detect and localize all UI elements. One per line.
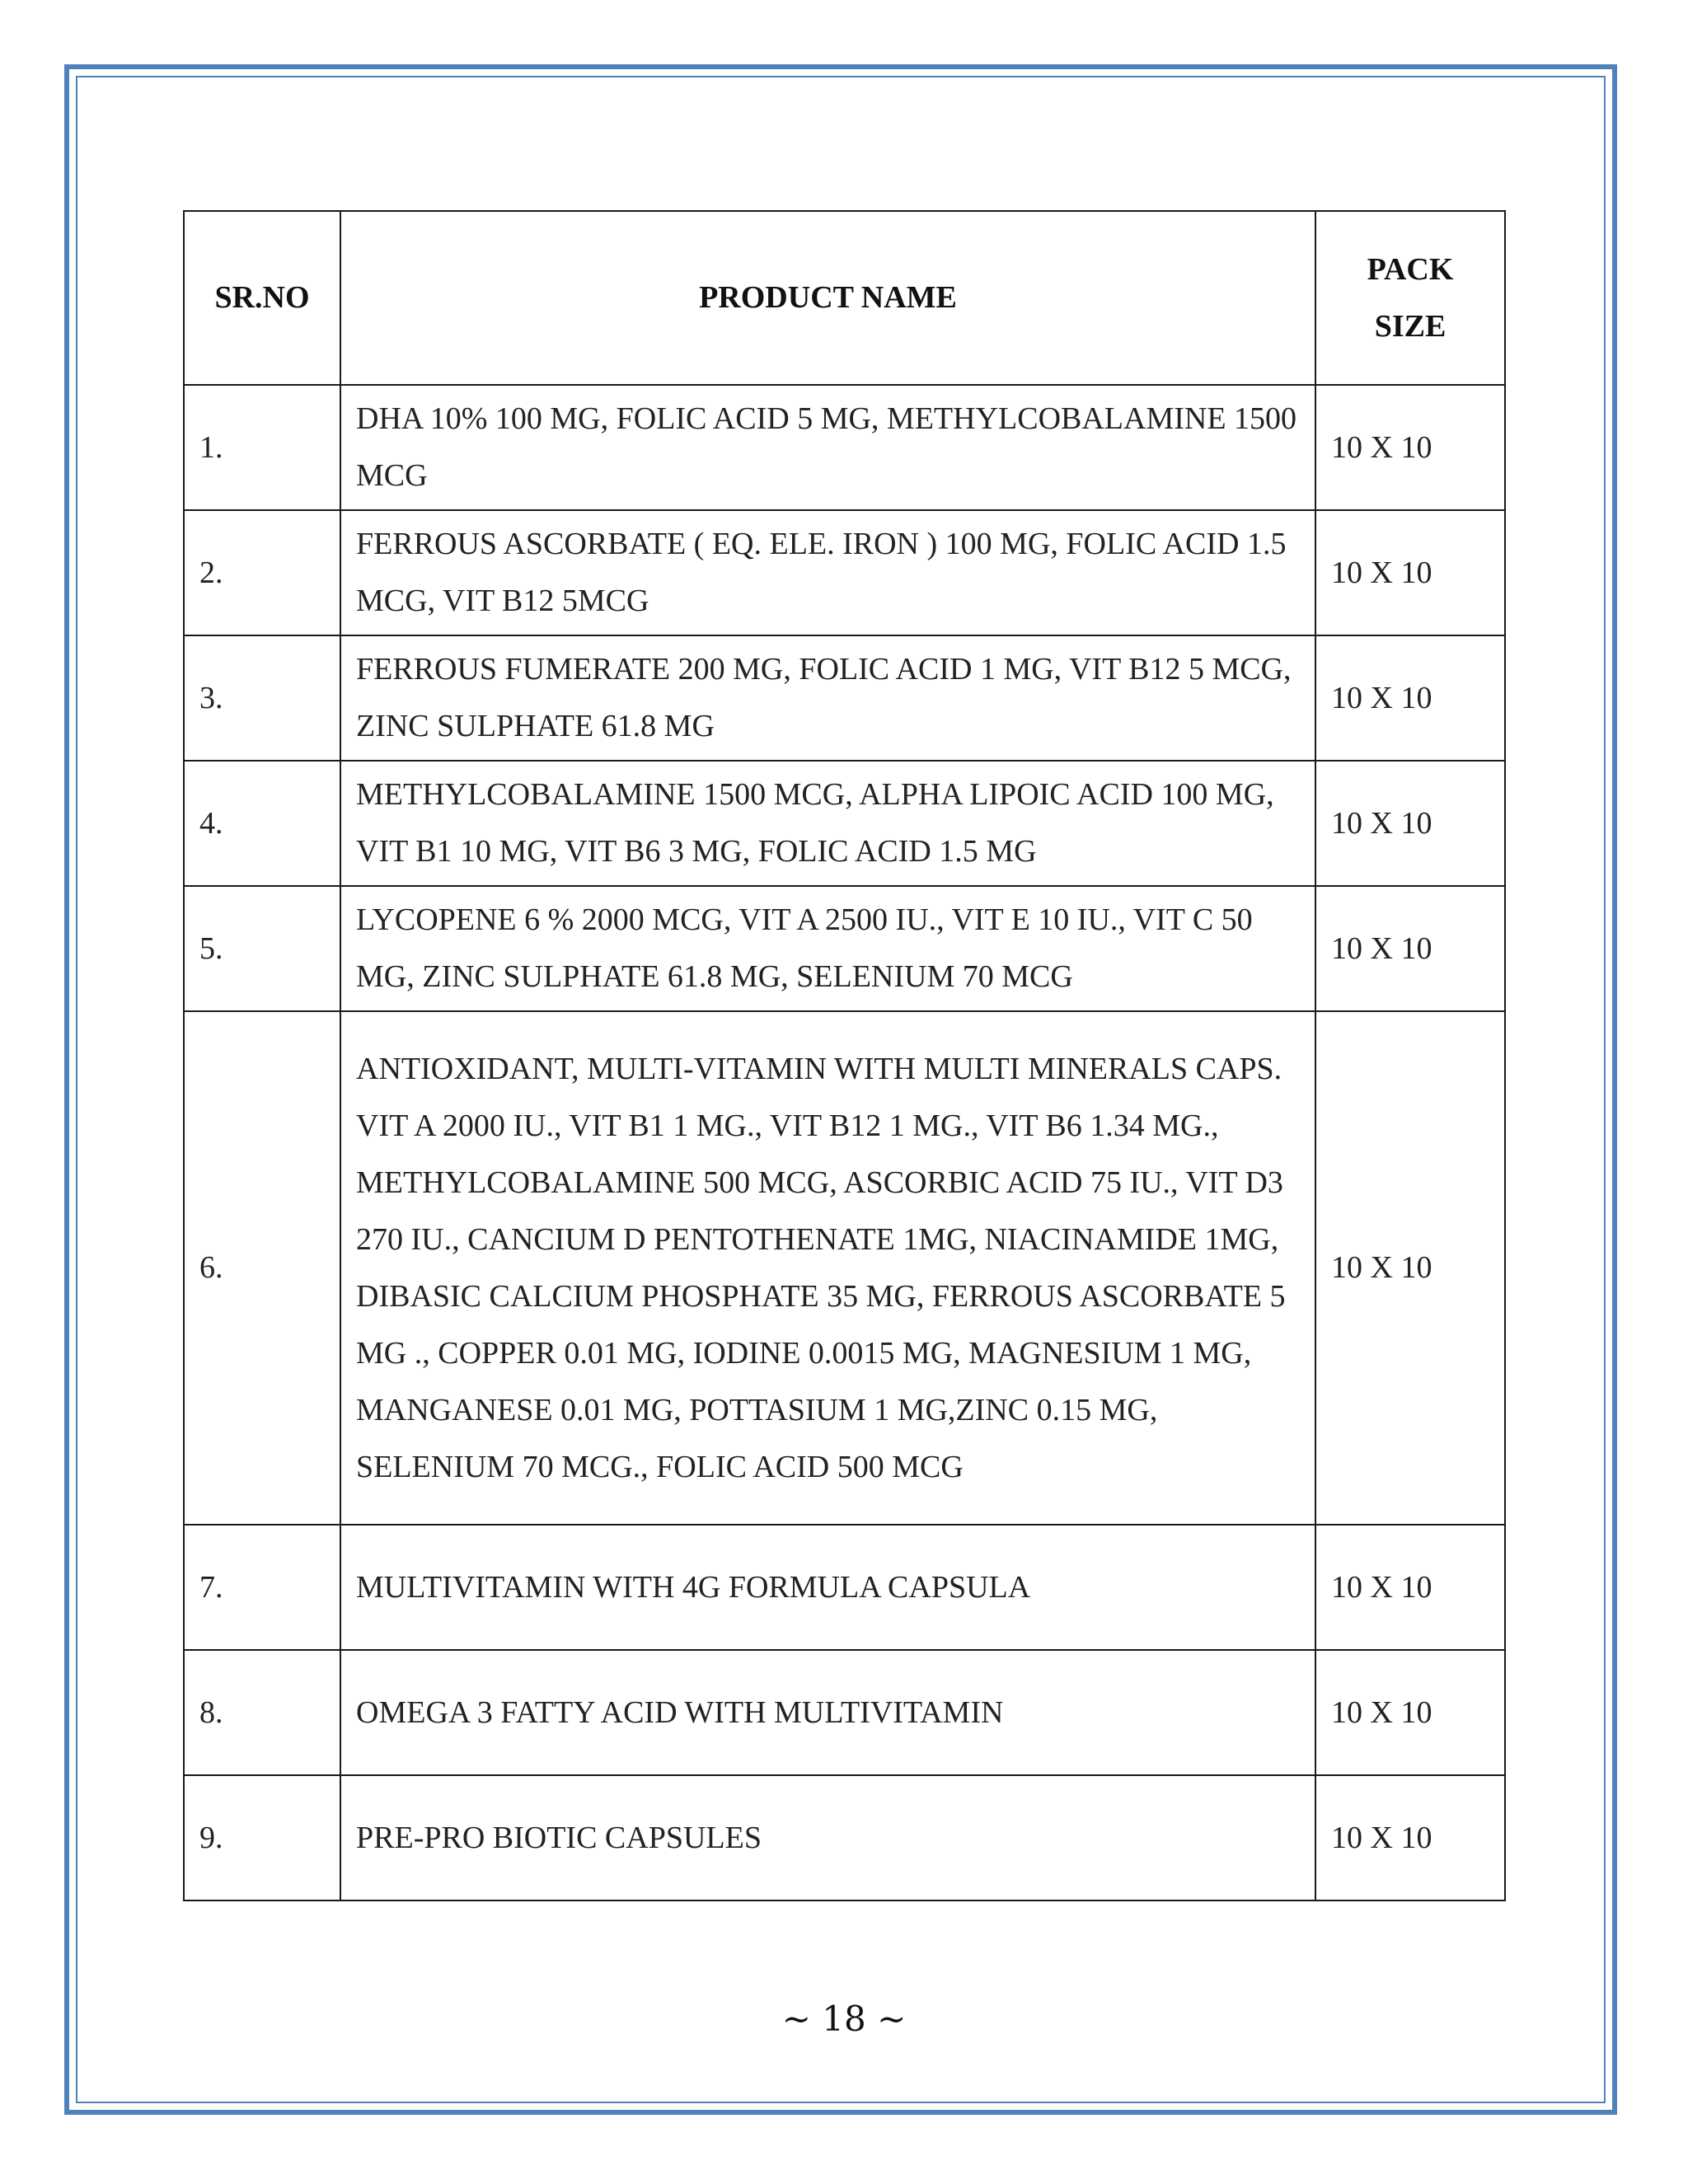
header-pack-size — [1315, 211, 1505, 385]
table-row — [184, 1775, 1505, 1900]
row-sr-no: 9. — [184, 1775, 340, 1900]
row-pack-size: 10 X 10 — [1315, 635, 1505, 761]
row-product-name: MULTIVITAMIN WITH 4G FORMULA CAPSULA — [340, 1525, 1315, 1650]
row-pack-size: 10 X 10 — [1315, 1011, 1505, 1525]
table-row — [184, 1011, 1505, 1525]
page-number: ~ 18 ~ — [781, 1999, 907, 2039]
row-sr-no: 1. — [184, 385, 340, 510]
table-row — [184, 385, 1505, 510]
table-row — [184, 886, 1505, 1011]
row-product-name: FERROUS ASCORBATE ( EQ. ELE. IRON ) 100 MG, FOLIC ACID 1.5 MCG, VIT B12 5MCG — [340, 510, 1315, 635]
table-row — [184, 761, 1505, 886]
row-sr-no: 2. — [184, 510, 340, 635]
header-sr-no: SR.NO — [184, 211, 340, 385]
table-row — [184, 1525, 1505, 1650]
row-sr-no: 3. — [184, 635, 340, 761]
product-table — [183, 210, 1506, 1901]
row-sr-no: 6. — [184, 1011, 340, 1525]
row-pack-size: 10 X 10 — [1315, 886, 1505, 1011]
row-sr-no: 7. — [184, 1525, 340, 1650]
row-pack-size: 10 X 10 — [1315, 385, 1505, 510]
row-sr-no: 4. — [184, 761, 340, 886]
table-row — [184, 510, 1505, 635]
row-pack-size: 10 X 10 — [1315, 761, 1505, 886]
row-sr-no: 5. — [184, 886, 340, 1011]
row-pack-size: 10 X 10 — [1315, 1525, 1505, 1650]
table-header-row — [184, 211, 1505, 385]
row-sr-no: 8. — [184, 1650, 340, 1775]
row-product-name: PRE-PRO BIOTIC CAPSULES — [340, 1775, 1315, 1900]
row-product-name: ANTIOXIDANT, MULTI-VITAMIN WITH MULTI MINERALS CAPS. VIT A 2000 IU., VIT B1 1 MG., VIT B12 1 MG., VIT B6 1.34 MG., METHYLCOBALAMINE 500 MCG, ASCORBIC ACID 75 IU., VIT D3 270 IU., CANCIUM D PENTOTHENATE 1MG, NIACINAMIDE 1MG, DIBASIC CALCIUM PHOSPHATE 35 MG, FERROUS ASCORBATE 5 MG ., COPPER 0.01 MG, IODINE 0.0015 MG, MAGNESIUM 1 MG, MANGANESE 0.01 MG, POTTASIUM 1 MG,ZINC 0.15 MG, SELENIUM 70 MCG., FOLIC ACID 500 MCG — [340, 1011, 1315, 1525]
row-product-name: OMEGA 3 FATTY ACID WITH MULTIVITAMIN — [340, 1650, 1315, 1775]
header-pack-line2: SIZE — [1374, 308, 1447, 344]
table-row — [184, 635, 1505, 761]
row-pack-size: 10 X 10 — [1315, 1775, 1505, 1900]
row-product-name: METHYLCOBALAMINE 1500 MCG, ALPHA LIPOIC ACID 100 MG, VIT B1 10 MG, VIT B6 3 MG, FOLIC ACID 1.5 MG — [340, 761, 1315, 886]
header-product-name: PRODUCT NAME — [340, 211, 1315, 385]
row-product-name: FERROUS FUMERATE 200 MG, FOLIC ACID 1 MG, VIT B12 5 MCG, ZINC SULPHATE 61.8 MG — [340, 635, 1315, 761]
row-product-name: LYCOPENE 6 % 2000 MCG, VIT A 2500 IU., VIT E 10 IU., VIT C 50 MG, ZINC SULPHATE 61.8 MG, SELENIUM 70 MCG — [340, 886, 1315, 1011]
row-pack-size: 10 X 10 — [1315, 1650, 1505, 1775]
table-row — [184, 1650, 1505, 1775]
row-pack-size: 10 X 10 — [1315, 510, 1505, 635]
header-pack-line1: PACK — [1367, 251, 1454, 287]
row-product-name: DHA 10% 100 MG, FOLIC ACID 5 MG, METHYLCOBALAMINE 1500 MCG — [340, 385, 1315, 510]
